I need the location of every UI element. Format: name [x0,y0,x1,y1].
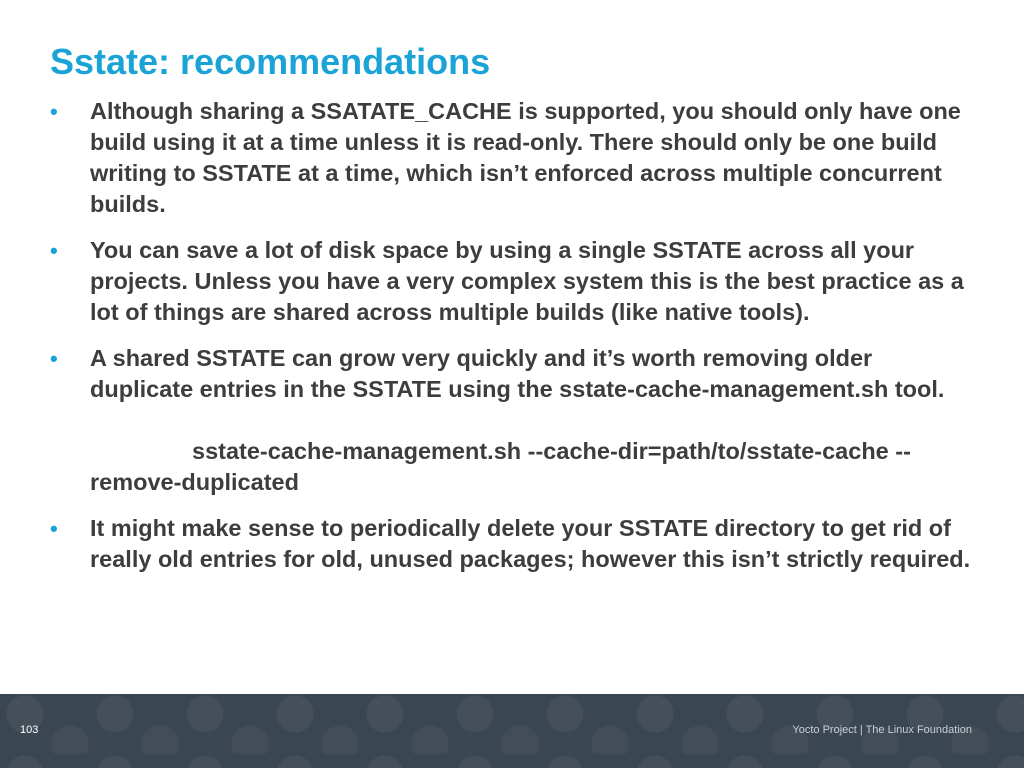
bullet-text: It might make sense to periodically delete your SSTATE directory to get rid of really old entries for old, unused packages; however this isn’t strictly required. [90,515,971,572]
footer-text: Yocto Project | The Linux Foundation [792,724,972,736]
command-text: sstate-cache-management.sh --cache-dir=path/to/sstate-cache --remove-duplicated [90,438,911,495]
bullet-item [50,235,980,328]
bullet-list [50,96,980,590]
page-number: 103 [20,724,39,736]
bullet-item [50,343,980,498]
bullet-text: You can save a lot of disk space by using a single SSTATE across all your projects. Unless you have a very complex system this is the best practice as a lot of things are shared across multiple builds (like native tools). [90,237,964,325]
bullet-item [50,513,980,575]
slide-title: Sstate: recommendations [50,41,491,82]
bullet-text: Although sharing a SSATATE_CACHE is supported, you should only have one build using it at a time unless it is read-only. There should only be one build writing to SSTATE at a time, which isn’t enforced across multiple concurrent builds. [90,98,961,217]
bullet-item [50,96,980,220]
bullet-dot-icon: • [50,99,58,124]
bullet-dot-icon: • [50,346,58,371]
bullet-text: A shared SSTATE can grow very quickly and it’s worth removing older duplicate entries in the SSTATE using the sstate-cache-management.sh tool. [90,345,945,402]
bullet-dot-icon: • [50,516,58,541]
footer-bar [0,694,1024,768]
bullet-dot-icon: • [50,238,58,263]
